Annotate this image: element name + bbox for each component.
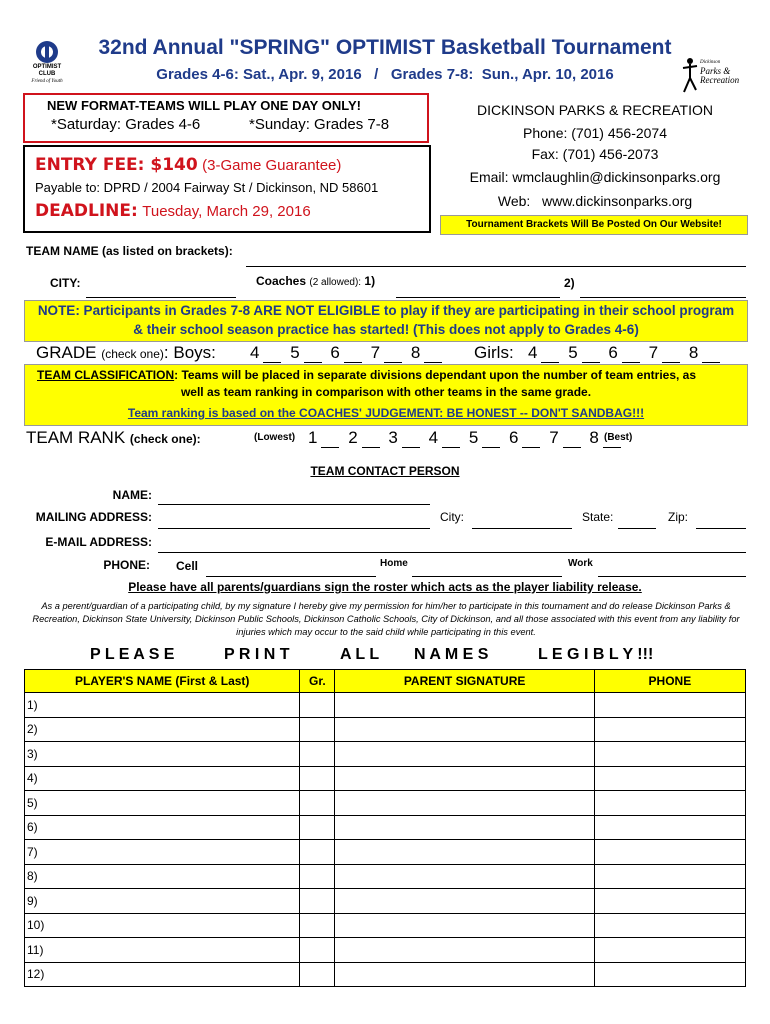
home-field[interactable] bbox=[412, 562, 562, 577]
phone-cell[interactable] bbox=[594, 938, 745, 963]
boys-option-6: 6 bbox=[330, 343, 340, 362]
girls-check-8[interactable] bbox=[702, 348, 720, 363]
girls-label: Girls: bbox=[474, 343, 514, 362]
phone-cell[interactable] bbox=[594, 717, 745, 742]
boys-label: : Boys: bbox=[163, 343, 216, 362]
classification-line2: well as team ranking in comparison with other teams in the same grade. bbox=[180, 385, 592, 399]
table-row bbox=[25, 962, 746, 987]
org-phone: Phone: (701) 456-2074 bbox=[523, 125, 667, 141]
rank-best: (Best) bbox=[604, 432, 633, 443]
classification-text1: : Teams will be placed in separate divisions dependant upon the number of team entries, as bbox=[174, 368, 697, 382]
org-name: DICKINSON PARKS & RECREATION bbox=[477, 102, 713, 118]
rank-check-6[interactable] bbox=[522, 433, 540, 448]
phone-cell[interactable] bbox=[594, 913, 745, 938]
rank-check-4[interactable] bbox=[442, 433, 460, 448]
grade-cell[interactable] bbox=[300, 913, 335, 938]
grade-cell[interactable] bbox=[300, 766, 335, 791]
grade-cell[interactable] bbox=[300, 840, 335, 865]
format-line: NEW FORMAT-TEAMS WILL PLAY ONE DAY ONLY! bbox=[47, 98, 361, 113]
city-field[interactable] bbox=[86, 282, 236, 298]
girls-options bbox=[528, 343, 724, 363]
row-number: 1) bbox=[27, 697, 38, 712]
org-web bbox=[440, 193, 750, 209]
roster-header-row bbox=[25, 670, 746, 693]
boys-option-8: 8 bbox=[410, 343, 421, 362]
header-grade: Gr. bbox=[300, 670, 335, 693]
row-number: 3) bbox=[27, 746, 38, 761]
boys-check-7[interactable] bbox=[384, 348, 402, 363]
rank-check-1[interactable] bbox=[321, 433, 339, 448]
table-row bbox=[25, 717, 746, 742]
grade-cell[interactable] bbox=[300, 742, 335, 767]
girls-check-7[interactable] bbox=[662, 348, 680, 363]
rank-check-2[interactable] bbox=[362, 433, 380, 448]
rank-row bbox=[26, 428, 201, 448]
liability-heading: Please have all parents/guardians sign the roster which acts as the player liability release. bbox=[128, 580, 642, 594]
rank-label: TEAM RANK bbox=[26, 428, 126, 447]
fee-line bbox=[35, 155, 341, 175]
zip-label: Zip: bbox=[668, 510, 689, 524]
row-number: 5) bbox=[27, 795, 38, 810]
grade-cell[interactable] bbox=[300, 864, 335, 889]
fee-note: (3-Game Guarantee) bbox=[202, 157, 342, 174]
print-word-4: N A M E S bbox=[414, 646, 489, 663]
girls-check-4[interactable] bbox=[541, 348, 559, 363]
fee-label: ENTRY FEE: $140 bbox=[35, 155, 198, 175]
ranking-note: Team ranking is based on the COACHES' JUDGEMENT: BE HONEST -- DON'T SANDBAG!!! bbox=[127, 406, 645, 420]
city-label: CITY: bbox=[50, 276, 81, 290]
cell-label: Cell bbox=[176, 559, 199, 573]
player-name-cell[interactable] bbox=[25, 693, 300, 718]
header-phone: PHONE bbox=[594, 670, 745, 693]
table-row bbox=[25, 693, 746, 718]
parent-signature-cell[interactable] bbox=[335, 938, 594, 963]
work-field[interactable] bbox=[598, 562, 746, 577]
print-word-1: P L E A S E bbox=[90, 646, 175, 663]
contact-name-label: NAME: bbox=[112, 488, 152, 502]
girls-option-4: 4 bbox=[528, 343, 538, 362]
coach1-label: 1) bbox=[364, 274, 376, 288]
grade-cell[interactable] bbox=[300, 889, 335, 914]
player-name-cell[interactable] bbox=[25, 913, 300, 938]
classification-box bbox=[24, 364, 748, 426]
deadline-label: DEADLINE: bbox=[35, 201, 138, 221]
contact-name-field[interactable] bbox=[158, 490, 430, 505]
rank-option-3: 3 bbox=[388, 428, 398, 447]
player-name-cell[interactable] bbox=[25, 742, 300, 767]
girls-check-5[interactable] bbox=[582, 348, 600, 363]
logo-line2: CLUB bbox=[38, 71, 56, 77]
row-number: 2) bbox=[27, 722, 38, 737]
grade-cell[interactable] bbox=[300, 791, 335, 816]
boys-option-7: 7 bbox=[370, 343, 381, 362]
parent-signature-cell[interactable] bbox=[335, 815, 594, 840]
parent-signature-cell[interactable] bbox=[335, 791, 594, 816]
row-number: 6) bbox=[27, 820, 38, 835]
grade-cell[interactable] bbox=[300, 938, 335, 963]
parent-signature-cell[interactable] bbox=[335, 717, 594, 742]
phone-cell[interactable] bbox=[594, 766, 745, 791]
table-row bbox=[25, 913, 746, 938]
header-parent-signature: PARENT SIGNATURE bbox=[335, 670, 594, 693]
phone-cell[interactable] bbox=[594, 693, 745, 718]
row-number: 12) bbox=[27, 967, 45, 982]
liability-text: As a perent/guardian of a participating child, by my signature I hereby give my permission for him/her to participate in this tournament and do release Dickinson Parks & Recreation, Dickinson State University, Dickinson Public Schools, Dickinson Catholic Schools, City of Dickinson, and all those associated with this event from any liability for injuries which may occur to the said child while participating in this event. bbox=[32, 601, 740, 637]
coach1-field[interactable] bbox=[396, 282, 560, 298]
parent-signature-cell[interactable] bbox=[335, 766, 594, 791]
phone-label: PHONE: bbox=[103, 558, 150, 572]
rank-option-2: 2 bbox=[348, 428, 358, 447]
table-row bbox=[25, 791, 746, 816]
team-name-field[interactable] bbox=[246, 248, 746, 267]
phone-cell[interactable] bbox=[594, 840, 745, 865]
classification-line1 bbox=[37, 368, 696, 382]
parks-logo-line3: Recreation bbox=[700, 75, 740, 85]
coaches-note: (2 allowed): bbox=[309, 277, 362, 288]
format-sunday: *Sunday: Grades 7-8 bbox=[249, 116, 390, 133]
email-label: E-MAIL ADDRESS: bbox=[45, 535, 152, 549]
payable-to: Payable to: DPRD / 2004 Fairway St / Dickinson, ND 58601 bbox=[35, 180, 379, 195]
rank-option-4: 4 bbox=[428, 428, 439, 447]
table-row bbox=[25, 766, 746, 791]
state-label: State: bbox=[582, 510, 614, 524]
player-name-cell[interactable] bbox=[25, 962, 300, 987]
grade-label: GRADE bbox=[36, 343, 97, 362]
grade-row bbox=[36, 343, 216, 363]
parent-signature-cell[interactable] bbox=[335, 864, 594, 889]
grade-cell[interactable] bbox=[300, 815, 335, 840]
rank-option-8: 8 bbox=[589, 428, 599, 447]
row-number: 10) bbox=[27, 918, 45, 933]
email-field[interactable] bbox=[158, 538, 746, 553]
rank-check-3[interactable] bbox=[402, 433, 420, 448]
phone-cell[interactable] bbox=[594, 864, 745, 889]
grade-cell[interactable] bbox=[300, 717, 335, 742]
print-word-3: A L L bbox=[340, 646, 380, 663]
grade-cell[interactable] bbox=[300, 693, 335, 718]
org-email[interactable]: Email: wmclaughlin@dickinsonparks.org bbox=[469, 169, 721, 185]
player-name-cell[interactable] bbox=[25, 791, 300, 816]
row-number: 8) bbox=[27, 869, 38, 884]
boys-check-4[interactable] bbox=[263, 348, 281, 363]
header-player-name: PLAYER'S NAME (First & Last) bbox=[25, 670, 300, 693]
brackets-note: Tournament Brackets Will Be Posted On Our Website! bbox=[440, 215, 748, 235]
parks-logo-line1: Dickinson bbox=[700, 60, 721, 65]
format-box bbox=[23, 93, 429, 143]
work-label: Work bbox=[568, 558, 593, 569]
page-title: 32nd Annual "SPRING" OPTIMIST Basketball Tournament bbox=[98, 36, 672, 59]
girls-option-6: 6 bbox=[608, 343, 618, 362]
print-word-5: L E G I B L Y !!! bbox=[538, 646, 654, 663]
rank-option-1: 1 bbox=[308, 428, 318, 447]
city-contact-label: City: bbox=[440, 510, 464, 524]
org-fax: Fax: (701) 456-2073 bbox=[531, 146, 659, 162]
player-name-cell[interactable] bbox=[25, 766, 300, 791]
mailing-label: MAILING ADDRESS: bbox=[35, 510, 152, 524]
girls-option-5: 5 bbox=[568, 343, 578, 362]
parent-signature-cell[interactable] bbox=[335, 742, 594, 767]
parent-signature-cell[interactable] bbox=[335, 693, 594, 718]
boys-check-5[interactable] bbox=[304, 348, 322, 363]
row-number: 4) bbox=[27, 771, 38, 786]
classification-label: TEAM CLASSIFICATION bbox=[37, 368, 175, 382]
logo-tagline: Friend of Youth bbox=[31, 79, 63, 84]
parent-signature-cell[interactable] bbox=[335, 840, 594, 865]
row-number: 9) bbox=[27, 893, 38, 908]
boys-check-6[interactable] bbox=[344, 348, 362, 363]
zip-field[interactable] bbox=[696, 514, 746, 529]
rank-option-6: 6 bbox=[509, 428, 519, 447]
print-word-2: P R I N T bbox=[224, 646, 290, 663]
phone-cell[interactable] bbox=[594, 742, 745, 767]
home-label: Home bbox=[380, 558, 408, 569]
table-row bbox=[25, 742, 746, 767]
team-name-label: TEAM NAME (as listed on brackets): bbox=[26, 244, 233, 258]
phone-cell[interactable] bbox=[594, 815, 745, 840]
city-contact-field[interactable] bbox=[472, 514, 572, 529]
web-label: Web: bbox=[497, 193, 531, 209]
deadline-date: Tuesday, March 29, 2016 bbox=[142, 203, 311, 220]
row-number: 11) bbox=[27, 942, 44, 957]
mailing-field[interactable] bbox=[158, 514, 430, 529]
eligibility-note bbox=[24, 300, 748, 342]
cell-field[interactable] bbox=[206, 562, 376, 577]
fee-box bbox=[23, 145, 431, 233]
note-line2: & their school season practice has started! (This does not apply to Grades 4-6) bbox=[133, 322, 639, 337]
row-number: 7) bbox=[27, 844, 38, 859]
player-name-cell[interactable] bbox=[25, 864, 300, 889]
boys-option-4: 4 bbox=[250, 343, 260, 362]
grade-check-note: (check one) bbox=[101, 347, 164, 361]
girls-check-6[interactable] bbox=[622, 348, 640, 363]
coach2-field[interactable] bbox=[580, 282, 746, 298]
format-saturday: *Saturday: Grades 4-6 bbox=[51, 116, 201, 133]
page-subtitle: Grades 4-6: Sat., Apr. 9, 2016 / Grades 7-8: Sun., Apr. 10, 2016 bbox=[156, 66, 614, 83]
player-name-cell[interactable] bbox=[25, 889, 300, 914]
rank-option-5: 5 bbox=[468, 428, 479, 447]
state-field[interactable] bbox=[618, 514, 656, 529]
deadline-line bbox=[35, 201, 311, 221]
phone-cell[interactable] bbox=[594, 791, 745, 816]
table-row bbox=[25, 864, 746, 889]
table-row bbox=[25, 938, 746, 963]
girls-option-8: 8 bbox=[688, 343, 699, 362]
girls-option-7: 7 bbox=[648, 343, 659, 362]
rank-option-7: 7 bbox=[549, 428, 559, 447]
rank-lowest: (Lowest) bbox=[254, 432, 296, 443]
player-name-cell[interactable] bbox=[25, 840, 300, 865]
parent-signature-cell[interactable] bbox=[335, 889, 594, 914]
parent-signature-cell[interactable] bbox=[335, 913, 594, 938]
player-name-cell[interactable] bbox=[25, 938, 300, 963]
coaches-label bbox=[256, 274, 375, 288]
coach2-label: 2) bbox=[564, 276, 575, 290]
player-name-cell[interactable] bbox=[25, 717, 300, 742]
parks-logo-line2: Parks & bbox=[700, 66, 731, 76]
table-row bbox=[25, 815, 746, 840]
boys-options bbox=[250, 343, 446, 363]
rank-check-note: (check one): bbox=[129, 432, 201, 446]
rank-check-7[interactable] bbox=[563, 433, 581, 448]
grade-cell[interactable] bbox=[300, 962, 335, 987]
boys-check-8[interactable] bbox=[424, 348, 442, 363]
table-row bbox=[25, 840, 746, 865]
roster-table bbox=[24, 669, 746, 987]
rank-check-5[interactable] bbox=[482, 433, 500, 448]
coaches-label-text: Coaches bbox=[256, 274, 307, 288]
logo-line1: OPTIMIST bbox=[32, 64, 62, 70]
phone-cell[interactable] bbox=[594, 962, 745, 987]
table-row bbox=[25, 889, 746, 914]
boys-option-5: 5 bbox=[290, 343, 300, 362]
note-line1: NOTE: Participants in Grades 7-8 ARE NOT ELIGIBLE to play if they are participating in their school program bbox=[37, 303, 735, 318]
player-name-cell[interactable] bbox=[25, 815, 300, 840]
web-link[interactable]: www.dickinsonparks.org bbox=[541, 193, 693, 209]
rank-options bbox=[308, 428, 625, 448]
parent-signature-cell[interactable] bbox=[335, 962, 594, 987]
phone-cell[interactable] bbox=[594, 889, 745, 914]
contact-person-heading: TEAM CONTACT PERSON bbox=[310, 464, 460, 478]
